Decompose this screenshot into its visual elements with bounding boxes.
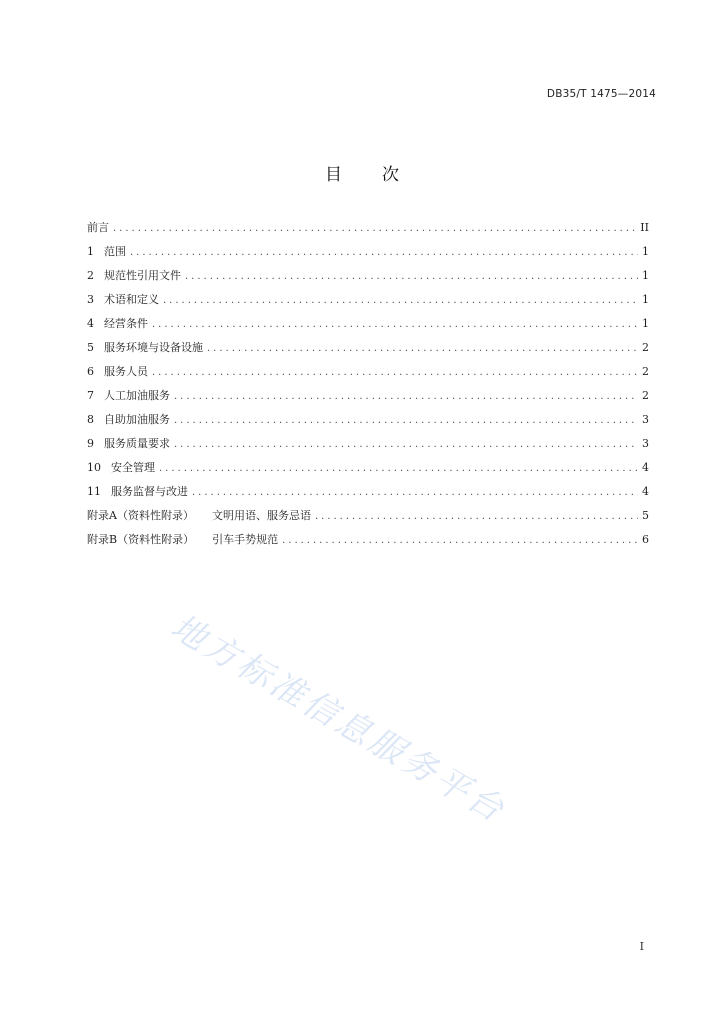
title-part-2: 次 bbox=[382, 165, 399, 185]
toc-entry-page: 2 bbox=[642, 341, 649, 354]
toc-entry-number: 8 bbox=[87, 413, 94, 426]
toc-entry-label: 服务环境与设备设施 bbox=[104, 341, 203, 354]
toc-entry-label: 自助加油服务 bbox=[104, 413, 170, 426]
toc-entry-label: 经营条件 bbox=[104, 317, 148, 330]
toc-entry-page: 1 bbox=[642, 293, 649, 306]
toc-entry[interactable] bbox=[87, 480, 649, 504]
toc-entry-label: 范围 bbox=[104, 245, 126, 258]
toc-leader-dots bbox=[152, 313, 638, 337]
toc-leader-dots bbox=[192, 481, 638, 505]
toc-entry-number: 5 bbox=[87, 341, 94, 354]
toc-entry[interactable] bbox=[87, 216, 649, 240]
toc-entry[interactable] bbox=[87, 264, 649, 288]
toc-entry[interactable] bbox=[87, 528, 649, 552]
toc-leader-dots bbox=[163, 289, 638, 313]
toc-entry-label: 附录B（资料性附录） bbox=[87, 533, 195, 546]
toc-entry-label: 术语和定义 bbox=[104, 293, 159, 306]
toc-entry[interactable] bbox=[87, 504, 649, 528]
toc-entry-number: 2 bbox=[87, 269, 94, 282]
toc-entry-label: 服务质量要求 bbox=[104, 437, 170, 450]
toc-entry[interactable] bbox=[87, 288, 649, 312]
toc-entry-page: 1 bbox=[642, 245, 649, 258]
toc-entry-page: 2 bbox=[642, 389, 649, 402]
toc-entry-label: 服务监督与改进 bbox=[111, 485, 188, 498]
toc-entry-page: 1 bbox=[642, 317, 649, 330]
toc-leader-dots bbox=[152, 361, 638, 385]
toc-entry-subtitle: 引车手势规范 bbox=[212, 533, 279, 546]
toc-entry-number: 7 bbox=[87, 389, 94, 402]
toc-entry-number: 3 bbox=[87, 293, 94, 306]
toc-entry-page: 3 bbox=[642, 437, 649, 450]
toc-leader-dots bbox=[282, 529, 638, 553]
toc-entry-page: 4 bbox=[642, 461, 649, 474]
toc-leader-dots bbox=[130, 241, 638, 265]
toc-entry[interactable] bbox=[87, 312, 649, 336]
toc-entry-subtitle: 文明用语、服务忌语 bbox=[211, 509, 311, 522]
toc-leader-dots bbox=[315, 505, 638, 529]
toc-entry[interactable] bbox=[87, 384, 649, 408]
toc-entry-number: 1 bbox=[87, 245, 94, 258]
toc-leader-dots bbox=[159, 457, 638, 481]
toc-leader-dots bbox=[174, 409, 638, 433]
table-of-contents bbox=[87, 216, 649, 552]
toc-entry-number: 4 bbox=[87, 317, 94, 330]
title-part-1: 目 bbox=[325, 165, 342, 185]
toc-leader-dots bbox=[207, 337, 638, 361]
toc-entry-number: 11 bbox=[87, 485, 101, 498]
toc-entry[interactable] bbox=[87, 456, 649, 480]
toc-entry-page: 1 bbox=[642, 269, 649, 282]
toc-entry-page: 3 bbox=[642, 413, 649, 426]
toc-entry-number: 6 bbox=[87, 365, 94, 378]
toc-entry[interactable] bbox=[87, 240, 649, 264]
toc-leader-dots bbox=[174, 385, 638, 409]
page-title bbox=[0, 160, 724, 185]
toc-entry-page: 2 bbox=[642, 365, 649, 378]
toc-entry-label: 安全管理 bbox=[111, 461, 155, 474]
toc-entry[interactable] bbox=[87, 336, 649, 360]
toc-entry-label: 服务人员 bbox=[104, 365, 148, 378]
toc-entry-label: 规范性引用文件 bbox=[104, 269, 181, 282]
toc-entry-number: 9 bbox=[87, 437, 94, 450]
toc-leader-dots bbox=[185, 265, 638, 289]
toc-entry[interactable] bbox=[87, 408, 649, 432]
toc-leader-dots bbox=[113, 217, 636, 241]
toc-entry-label: 人工加油服务 bbox=[104, 389, 170, 402]
toc-entry-page: II bbox=[640, 221, 649, 234]
page-number: I bbox=[639, 940, 644, 953]
toc-entry-page: 5 bbox=[642, 509, 649, 522]
toc-entry[interactable] bbox=[87, 432, 649, 456]
toc-leader-dots bbox=[174, 433, 638, 457]
toc-entry-page: 6 bbox=[642, 533, 649, 546]
toc-entry-number: 10 bbox=[87, 461, 101, 474]
toc-entry-label: 附录A（资料性附录） bbox=[87, 509, 194, 522]
document-code: DB35/T 1475—2014 bbox=[546, 88, 656, 100]
toc-entry-page: 4 bbox=[642, 485, 649, 498]
toc-entry-label: 前言 bbox=[87, 221, 109, 234]
toc-entry[interactable] bbox=[87, 360, 649, 384]
watermark: 地方标准信息服务平台 bbox=[164, 606, 514, 832]
